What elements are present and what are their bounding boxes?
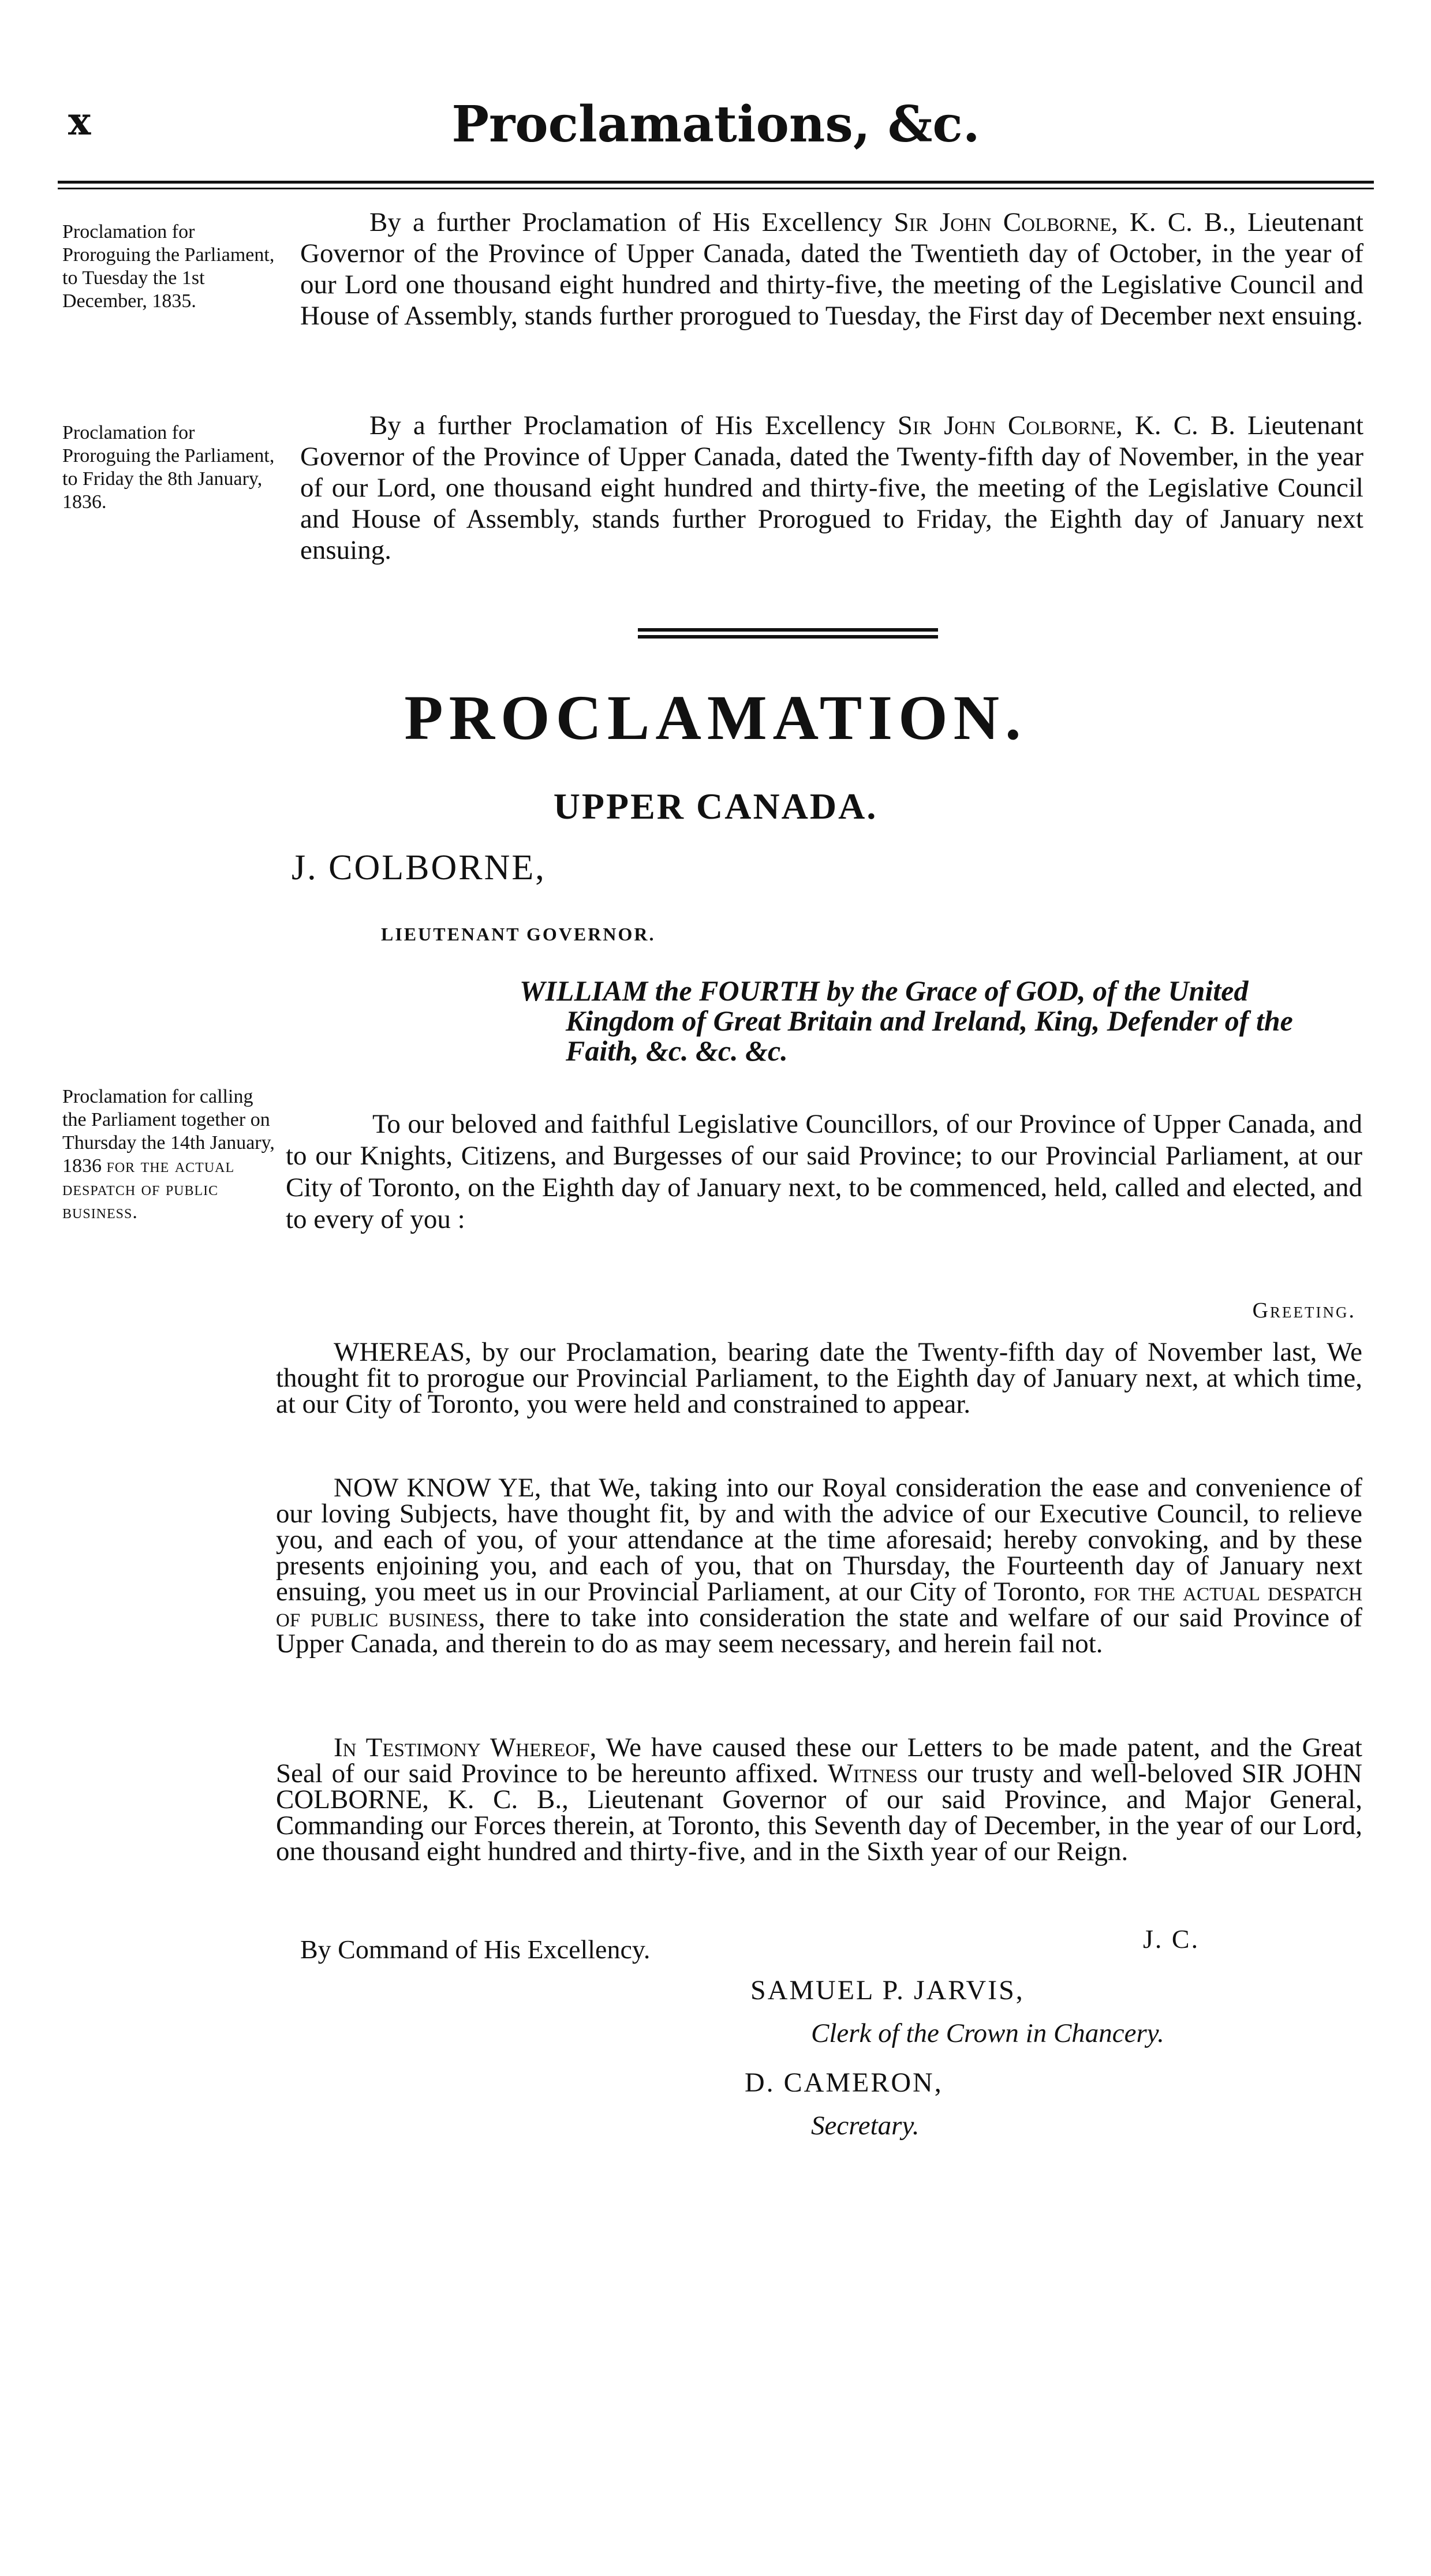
signer-name: J. COLBORNE, xyxy=(292,848,546,887)
section-divider xyxy=(638,628,938,639)
sovereign-title: WILLIAM the FOURTH by the Grace of GOD, of the United Kingdom of Great Britain and Ireland, King, Defender of the Faith, &c. &c. &c. xyxy=(520,975,1293,1067)
paragraph-prorogue-january: By a further Proclamation of His Excellency Sir John Colborne, K. C. B. Lieutenant Governor of the Province of Upper Canada, dated the Twenty-fifth day of November, in the year of our Lord, one thousand eight hundred and thirty-five, the meeting of the Legislative Council and House of Assembly, stands further Prorogued to Friday, the Eighth day of January next ensuing. xyxy=(300,410,1363,565)
running-head xyxy=(58,95,1374,165)
province-heading: UPPER CANADA. xyxy=(553,786,878,827)
proclamation-title: PROCLAMATION. xyxy=(404,682,1027,753)
initials: J. C. xyxy=(1143,1924,1200,1954)
secretary-name: D. CAMERON, xyxy=(745,2067,943,2098)
now-know-ye-paragraph: NOW KNOW YE, that We, taking into our Royal consideration the ease and convenience of our loving Subjects, have thought fit, by and with the advice of our Executive Council, to relieve you, and each of you, of your attendance at the time aforesaid; hereby convoking, and by these presents enjoining you, and each of you, that on Thursday, the Fourteenth day of January next ensuing, you meet us in our Provincial Parliament, at our City of Toronto, for the actual despatch of public business, there to take into consideration the state and welfare of our said Province of Upper Canada, and therein to do as may seem necessary, and herein fail not. xyxy=(276,1473,1362,1659)
signer-title: LIEUTENANT GOVERNOR. xyxy=(381,924,656,944)
secretary-title: Secretary. xyxy=(811,2111,920,2141)
whereas-paragraph: WHEREAS, by our Proclamation, bearing date the Twenty-fifth day of November last, We thought fit to prorogue our Provincial Parliament, to the Eighth day of January next, at which time, at our City of Toronto, you were held and constrained to appear. xyxy=(276,1337,1362,1419)
paragraph-prorogue-december: By a further Proclamation of His Excellency Sir John Colborne, K. C. B., Lieutenant Governor of the Province of Upper Canada, dated the Twentieth day of October, in the year of our Lord one thousand eight hundred and thirty-five, the meeting of the Legislative Council and House of Assembly, stands further prorogued to Tuesday, the First day of December next ensuing. xyxy=(300,207,1363,331)
by-command-line: By Command of His Excellency. xyxy=(300,1935,651,1964)
clerk-title: Clerk of the Crown in Chancery. xyxy=(811,2018,1164,2048)
margin-note-prorogue-january: Proclamation for Proroguing the Parliament, to Friday the 8th January, 1836. xyxy=(62,422,275,513)
testimony-paragraph: In Testimony Whereof, We have caused these our Letters to be made patent, and the Great Seal of our said Province to be hereunto affixed. Witness our trusty and well-beloved SIR JOHN COLBORNE, K. C. B., Lieutenant Governor of our said Province, and Major General, Commanding our Forces therein, at Toronto, this Seventh day of December, in the year of our Lord, one thousand eight hundred and thirty-five, and in the Sixth year of our Reign. xyxy=(276,1733,1362,1866)
clerk-name: SAMUEL P. JARVIS, xyxy=(750,1975,1025,2006)
header-rule xyxy=(58,181,1374,189)
greeting: Greeting. xyxy=(1252,1298,1356,1323)
address-paragraph: To our beloved and faithful Legislative Councillors, of our Province of Upper Canada, and to our Knights, Citizens, and Burgesses of our said Province; to our Provincial Parliament, at our City of Toronto, on the Eighth day of January next, to be commenced, held, called and elected, and to every of you : xyxy=(286,1109,1362,1234)
margin-note-prorogue-december: Proclamation for Proroguing the Parliament, to Tuesday the 1st December, 1835. xyxy=(62,221,275,312)
page-number: x xyxy=(68,99,91,144)
margin-note-calling-parliament: Proclamation for calling the Parliament together on Thursday the 14th January, 1836 for the actual despatch of public business. xyxy=(62,1086,275,1223)
page-title: Proclamations, &c. xyxy=(451,95,980,154)
